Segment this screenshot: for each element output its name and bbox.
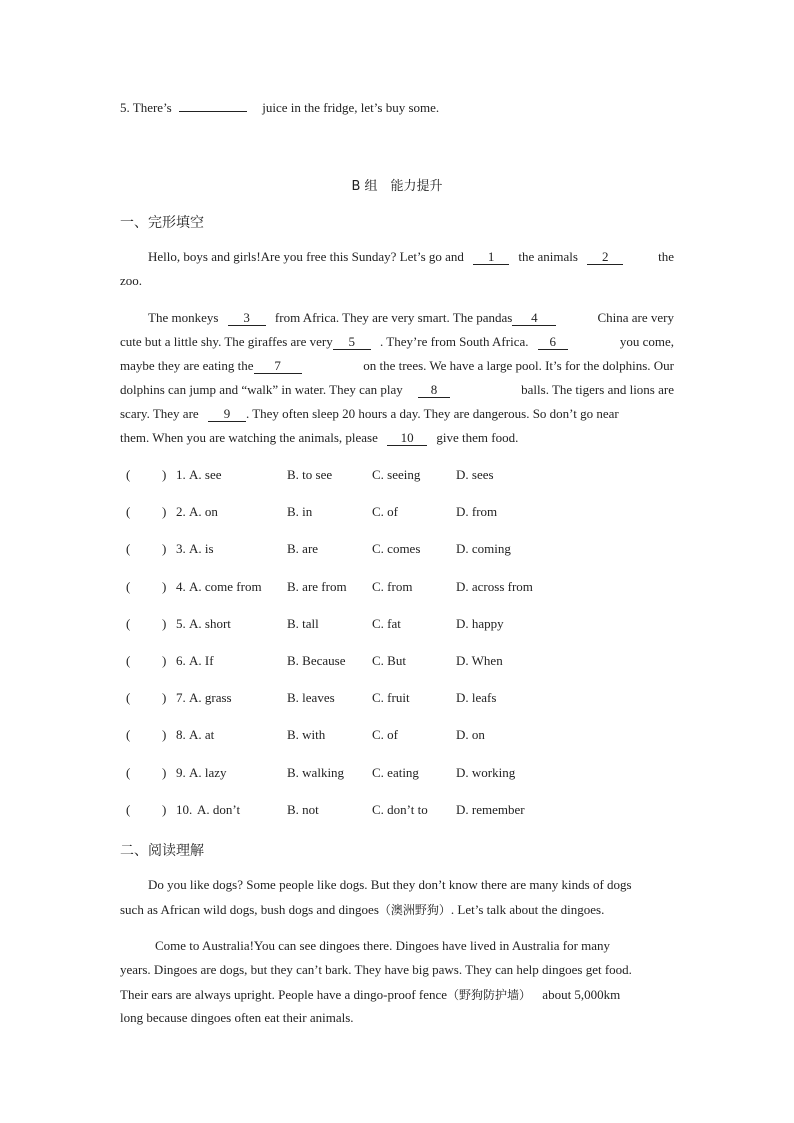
option-c[interactable]: C. fat — [372, 615, 401, 631]
option-c[interactable]: C. eating — [372, 764, 419, 780]
section1-title: 一、完形填空 — [120, 215, 204, 231]
cloze-text: on the trees. We have a large pool. It’s for the dolphins. Our — [363, 358, 674, 373]
paren-open[interactable]: ( — [126, 467, 131, 482]
question-row — [120, 690, 674, 710]
cloze-blank-8[interactable]: 8 — [418, 383, 450, 398]
question-number: 3. — [176, 541, 186, 557]
option-a[interactable]: A. see — [189, 467, 222, 482]
cloze-blank-1[interactable]: 1 — [473, 250, 509, 265]
cloze-text: you come, — [619, 334, 674, 349]
cloze-p2-line6 — [120, 430, 518, 446]
paren-close: ) — [162, 504, 167, 520]
cloze-text: scary. They are — [120, 406, 199, 421]
option-c[interactable]: C. comes — [372, 541, 421, 557]
cloze-blank-2[interactable]: 2 — [587, 250, 623, 265]
option-d[interactable]: D. working — [456, 764, 516, 780]
paren-close: ) — [162, 653, 167, 668]
cloze-p2-line4 — [120, 382, 674, 398]
option-a[interactable]: A. short — [189, 615, 231, 631]
q5-blank[interactable] — [179, 111, 247, 112]
cloze-blank-3[interactable]: 3 — [228, 311, 266, 326]
cloze-p1-line1 — [148, 249, 674, 265]
option-b[interactable]: B. tall — [287, 615, 319, 631]
reading-text-cn: （野狗防护墙） — [447, 988, 532, 1002]
option-d[interactable]: D. leafs — [456, 690, 497, 706]
option-c[interactable]: C. seeing — [372, 467, 421, 482]
option-b[interactable]: B. to see — [287, 467, 333, 482]
option-d[interactable]: D. on — [456, 727, 485, 743]
reading-p1-line1: Do you like dogs? Some people like dogs. But they don’t know there are many kinds of dogs — [148, 877, 632, 892]
paren-open[interactable]: ( — [126, 764, 131, 780]
reading-text: . Let’s talk about the dingoes. — [450, 902, 605, 917]
reading-p2-line1: Come to Australia!You can see dingoes there. Dingoes have lived in Australia for many — [155, 938, 611, 953]
option-c[interactable]: C. of — [372, 727, 398, 743]
paren-open[interactable]: ( — [126, 727, 131, 743]
paren-open[interactable]: ( — [126, 504, 131, 520]
paren-close: ) — [162, 615, 167, 631]
question-row — [120, 802, 674, 822]
option-d[interactable]: D. happy — [456, 615, 504, 631]
option-a[interactable]: A. come from — [189, 578, 262, 594]
paren-close: ) — [162, 801, 167, 817]
cloze-blank-5[interactable]: 5 — [333, 335, 371, 350]
question-row — [120, 653, 674, 673]
question-5 — [120, 100, 439, 116]
cloze-text: from Africa. They are very smart. The pandas — [274, 310, 513, 325]
option-a[interactable]: A. is — [189, 541, 214, 557]
reading-p2-line3 — [120, 986, 620, 1003]
option-b[interactable]: B. walking — [287, 764, 345, 780]
cloze-p2-line1 — [148, 310, 674, 326]
question-number: 8. — [176, 727, 186, 743]
cloze-text: give them food. — [436, 430, 519, 445]
paren-open[interactable]: ( — [126, 653, 131, 668]
question-number: 5. — [176, 615, 186, 631]
cloze-text: dolphins can jump and “walk” in water. They can play — [120, 382, 403, 397]
q5-text-pre: 5. There’s — [120, 100, 172, 115]
cloze-text: maybe they are eating the — [120, 358, 254, 373]
paren-open[interactable]: ( — [126, 690, 131, 706]
question-number: 4. — [176, 578, 186, 594]
paren-close: ) — [162, 727, 167, 743]
cloze-blank-10[interactable]: 10 — [387, 431, 427, 446]
option-a[interactable]: A. on — [189, 504, 218, 520]
option-a[interactable]: A. If — [189, 653, 214, 668]
option-d[interactable]: D. sees — [456, 467, 494, 482]
option-a[interactable]: A. at — [189, 727, 215, 743]
paren-close: ) — [162, 541, 167, 557]
q5-text-post: juice in the fridge, let’s buy some. — [262, 100, 440, 115]
option-d[interactable]: D. remember — [456, 801, 525, 817]
question-row — [120, 765, 674, 785]
reading-p2-line2: years. Dingoes are dogs, but they can’t bark. They have big paws. They can help dingoes get food. — [120, 962, 632, 977]
question-number: 7. — [176, 690, 186, 706]
question-number: 10. — [176, 801, 193, 817]
option-d[interactable]: D. coming — [456, 541, 511, 557]
option-b[interactable]: B. with — [287, 727, 326, 743]
option-b[interactable]: B. leaves — [287, 690, 335, 706]
option-a[interactable]: A. grass — [189, 690, 232, 706]
option-d[interactable]: D. from — [456, 504, 498, 520]
option-b[interactable]: B. are — [287, 541, 319, 557]
paren-close: ) — [162, 578, 167, 594]
cloze-text: the — [658, 249, 674, 264]
paren-close: ) — [162, 690, 167, 706]
option-d[interactable]: D. across from — [456, 578, 533, 594]
paren-open[interactable]: ( — [126, 615, 131, 631]
question-row — [120, 504, 674, 524]
cloze-p2-line3 — [120, 358, 674, 374]
option-c[interactable]: C. don’t to — [372, 801, 428, 817]
reading-p2-line4: long because dingoes often eat their animals. — [120, 1010, 354, 1025]
question-row — [120, 541, 674, 561]
option-c[interactable]: C. But — [372, 653, 406, 668]
cloze-blank-6[interactable]: 6 — [538, 335, 568, 350]
cloze-text: balls. The tigers and lions are — [521, 382, 674, 397]
option-c[interactable]: C. from — [372, 578, 413, 594]
cloze-p2-line5 — [120, 406, 674, 422]
cloze-text: . They often sleep 20 hours a day. They are dangerous. So don’t go near — [245, 406, 619, 421]
option-b[interactable]: B. in — [287, 504, 313, 520]
question-number: 1. — [176, 467, 186, 482]
cloze-text: Hello, boys and girls!Are you free this Sunday? Let’s go and — [148, 249, 464, 264]
option-c[interactable]: C. fruit — [372, 690, 410, 706]
option-b[interactable]: B. Because — [287, 653, 346, 668]
paren-open[interactable]: ( — [126, 578, 131, 594]
reading-text: Their ears are always upright. People have a dingo-proof fence — [120, 987, 448, 1002]
question-row — [120, 467, 674, 487]
cloze-text: . They’re from South Africa. — [380, 334, 529, 349]
question-row — [120, 727, 674, 747]
cloze-blank-9[interactable]: 9 — [208, 407, 246, 422]
reading-text-cn: （澳洲野狗） — [378, 903, 451, 917]
question-number: 9. — [176, 764, 186, 780]
question-row — [120, 579, 674, 599]
option-a[interactable]: A. don’t — [197, 801, 241, 817]
paren-close: ) — [162, 467, 167, 482]
paren-open[interactable]: ( — [126, 541, 131, 557]
cloze-blank-7[interactable]: 7 — [254, 359, 302, 374]
cloze-blank-4[interactable]: 4 — [512, 311, 556, 326]
cloze-text: China are very — [597, 310, 674, 325]
paren-open[interactable]: ( — [126, 801, 131, 817]
paren-close: ) — [162, 764, 167, 780]
section2-title: 二、阅读理解 — [120, 843, 204, 859]
cloze-text: them. When you are watching the animals, please — [120, 430, 378, 445]
cloze-text: cute but a little shy. The giraffes are very — [120, 334, 333, 349]
reading-text: about 5,000km — [542, 987, 621, 1002]
group-title: B 组 能力提升 — [351, 179, 443, 194]
option-d[interactable]: D. When — [456, 653, 503, 668]
question-number: 2. — [176, 504, 186, 520]
question-row — [120, 616, 674, 636]
question-number: 6. — [176, 653, 186, 668]
cloze-p1-line2: zoo. — [120, 273, 143, 288]
option-a[interactable]: A. lazy — [189, 764, 227, 780]
option-b[interactable]: B. not — [287, 801, 319, 817]
reading-p1-line2 — [120, 901, 604, 918]
cloze-text: the animals — [518, 249, 578, 264]
cloze-p2-line2 — [120, 334, 674, 350]
option-b[interactable]: B. are from — [287, 578, 347, 594]
option-c[interactable]: C. of — [372, 504, 398, 520]
cloze-text: The monkeys — [148, 310, 219, 325]
reading-text: such as African wild dogs, bush dogs and dingoes — [120, 902, 379, 917]
